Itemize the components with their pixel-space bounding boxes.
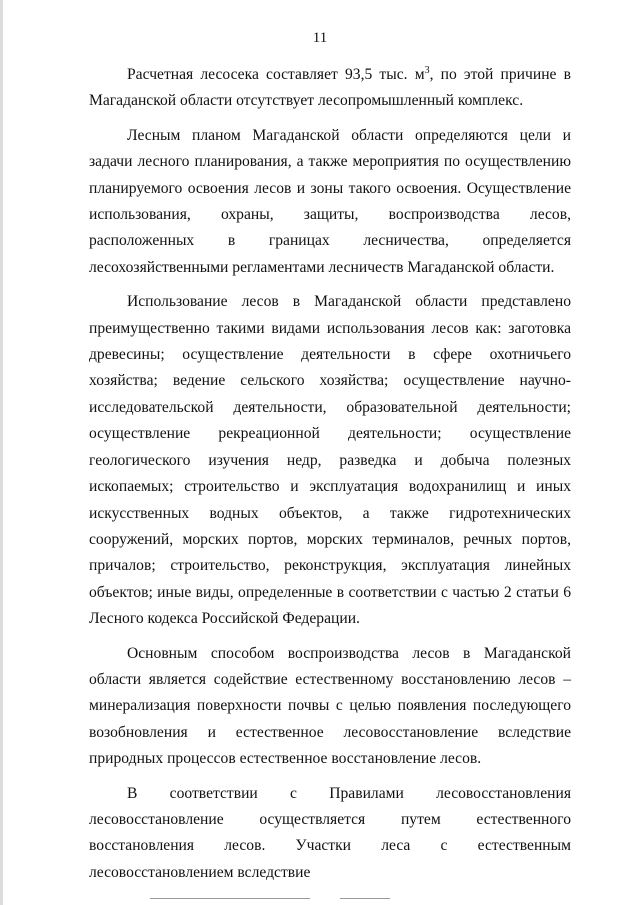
paragraph-forest-plan: Лесным планом Магаданской области определяются цели и задачи лесного планирования, а также мероприятия по осуществлению планируемого освоения лесов и зоны такого освоения. Осуществление использования, охраны, защиты, воспроизводства лесов, расположенных в границах лесничества, определяется лесохозяйственными регламентами лесничеств Магаданской области.: [89, 126, 571, 276]
paragraph-forest-use: Использование лесов в Магаданской области представлено преимущественно такими видами использования лесов как: заготовка древесины; осуществление деятельности в сфере охотничьего хозяйства; ведение сельского хозяйства; осуществление научно-исследовательской деятельности, образовательной деятельности; осуществление рекреационной деятельности; осуществление геологического изучения недр, разведка и добыча полезных ископаемых; строительство и эксплуатация водохранилищ и иных искусственных водных объектов, а также гидротехнических сооружений, морских портов, морских терминалов, речных портов, причалов; строительство, реконструкция, эксплуатация линейных объектов; иные виды, определенные в соответствии с частью 2 статьи 6 Лесного кодекса Российской Федерации.: [89, 293, 571, 628]
paragraph-reproduction: Основным способом воспроизводства лесов в Магаданской области является содействие естественному восстановлению лесов – минерализация поверхности почвы с целью появления последующего возобновления и естественное лесовосстановление вследствие природных процессов естественное восстановление лесов.: [89, 644, 571, 768]
cubic-superscript: 3: [424, 65, 430, 76]
paragraph-allowable-cut-text: Расчетная лесосека составляет 93,5 тыс. м: [127, 66, 425, 83]
scan-edge-shadow: [0, 0, 3, 905]
page-number: 11: [312, 30, 328, 46]
paragraph-allowable-cut: [89, 62, 571, 115]
document-body: [89, 62, 571, 894]
paragraph-reforestation-rules: В соответствии с Правилами лесовосстановления лесовосстановление осуществляется путем естественного восстановления лесов. Участки леса с естественным лесовосстановлением вследствие: [89, 784, 571, 881]
paragraph-allowable-cut-text-end: , по этой причине в Магаданской области отсутствует лесопромышленный комплекс.: [89, 66, 571, 110]
bottom-rule-left: [150, 898, 310, 899]
bottom-rule-right: [340, 898, 390, 899]
